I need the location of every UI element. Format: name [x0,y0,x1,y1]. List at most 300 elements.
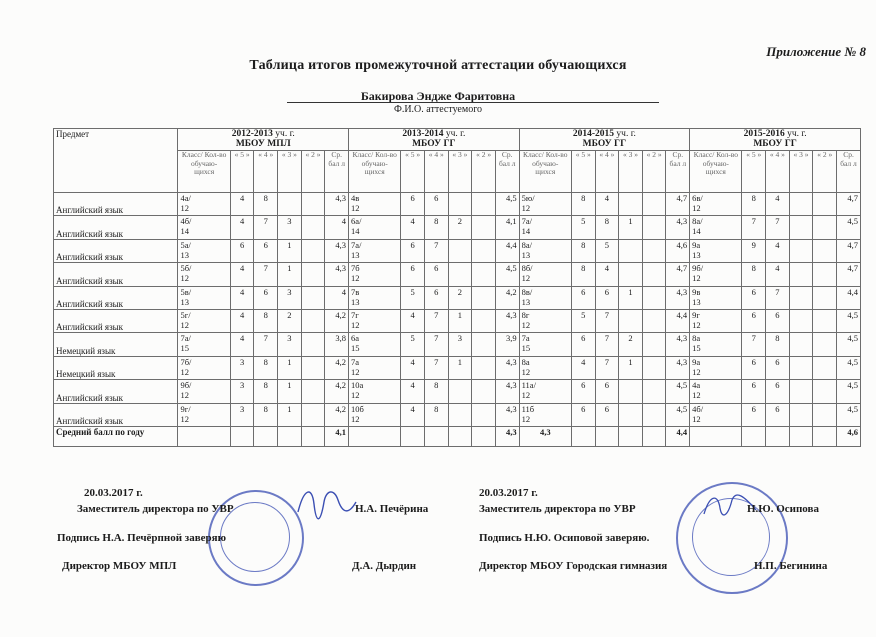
left-signature [290,482,360,532]
class-cell [349,286,401,309]
average-cell: 4 [325,286,349,309]
total-row [54,426,861,446]
grade-g5-cell: 8 [571,193,595,216]
subheader-grade2: « 2 » [301,151,325,193]
grade-g4-cell: 6 [254,239,278,262]
grade-g5-cell: 5 [571,309,595,332]
student-count: 12 [180,366,189,377]
grade-g5-cell: 4 [230,216,254,239]
grade-g3-cell: 1 [619,356,643,379]
class-cell [349,380,401,403]
grade-g3-cell [448,263,472,286]
grade-g3-cell: 2 [278,309,302,332]
student-count: 12 [521,319,531,330]
student-count: 12 [180,319,189,330]
subject-cell: Английский язык [54,193,178,216]
total-empty-cell [424,426,448,446]
grade-g3-cell: 3 [278,333,302,356]
average-cell: 4,7 [837,239,861,262]
grade-g2-cell [301,333,325,356]
total-empty-cell [766,426,790,446]
grade-g2-cell [472,193,496,216]
total-empty-cell [230,426,254,446]
grade-g5-cell: 9 [742,239,766,262]
subject-cell: Английский язык [54,263,178,286]
grade-g2-cell [813,263,837,286]
grade-g5-cell: 8 [571,263,595,286]
left-certify-text: Подпись Н.А. Печёрпной заверяю [57,532,227,544]
grade-g4-cell: 8 [766,333,790,356]
grade-g3-cell [789,239,813,262]
class-name: 4а/ [180,193,191,203]
class-cell [349,193,401,216]
grade-g4-cell: 8 [424,403,448,426]
subheader-grade4: « 4 » [766,151,790,193]
average-cell: 4,2 [495,286,519,309]
grade-g3-cell [448,193,472,216]
subheader-grade5: « 5 » [401,151,425,193]
grade-g2-cell [301,263,325,286]
student-count: 14 [521,226,531,237]
class-name: 7б/ [180,356,192,367]
year-label: 2013-2014 [402,129,444,139]
class-cell [690,286,742,309]
grade-g3-cell [789,216,813,239]
total-empty-cell [472,426,496,446]
class-cell [519,380,571,403]
grade-g5-cell: 5 [401,333,425,356]
subheader-grade4: « 4 » [424,151,448,193]
total-average: 4,4 [666,426,690,446]
grade-g4-cell: 8 [424,216,448,239]
class-name: 4а [692,380,701,391]
class-name: 7б [351,263,360,274]
grade-g3-cell [619,403,643,426]
grade-g5-cell: 4 [401,309,425,332]
class-cell [690,403,742,426]
grade-g5-cell: 3 [230,356,254,379]
average-cell: 4,3 [325,263,349,286]
average-cell: 4,1 [495,216,519,239]
grade-g3-cell [619,193,643,216]
student-count: 15 [692,343,701,354]
header-row-years [54,129,861,151]
left-director-title: Директор МБОУ МПЛ [62,560,177,572]
class-name: 6а [351,333,360,344]
total-average: 4,1 [325,426,349,446]
person-caption: Ф.И.О. аттестуемого [393,104,483,115]
grade-g4-cell: 7 [254,216,278,239]
class-cell [690,216,742,239]
table-row [54,380,861,403]
class-name: 7а/ [351,239,362,250]
average-cell: 4,4 [837,286,861,309]
student-count: 12 [351,319,360,330]
grade-g3-cell: 3 [278,216,302,239]
average-cell: 4,5 [495,193,519,216]
grade-g3-cell: 2 [448,216,472,239]
grade-g2-cell [472,380,496,403]
class-cell [690,333,742,356]
subheader-grade3: « 3 » [619,151,643,193]
document-title: Таблица итогов промежуточной аттестации обучающихся [249,58,627,73]
student-count: 14 [351,226,360,237]
grade-g5-cell: 6 [742,356,766,379]
year-suffix: уч. г. [445,129,466,139]
subheader-grade2: « 2 » [472,151,496,193]
class-name: 4в [351,193,360,203]
right-date: 20.03.2017 г. [479,487,538,499]
attestation-table [53,128,861,447]
grade-g5-cell: 5 [401,286,425,309]
class-cell [519,333,571,356]
table-row [54,216,861,239]
grade-g4-cell: 6 [595,380,619,403]
left-deputy-title: Заместитель директора по УВР [77,503,234,515]
class-cell [349,263,401,286]
class-name: 7а/ [521,216,532,227]
right-director-title: Директор МБОУ Городская гимназия [479,560,668,572]
average-cell: 4,3 [325,239,349,262]
grade-g4-cell: 8 [254,380,278,403]
average-cell: 4,3 [666,356,690,379]
grade-g2-cell [301,309,325,332]
grade-g4-cell: 4 [766,263,790,286]
grade-g2-cell [813,309,837,332]
total-empty-cell [254,426,278,446]
student-count: 15 [521,343,531,354]
appendix-label: Приложение № 8 [766,44,866,59]
subheader-grade3: « 3 » [448,151,472,193]
subheader-grade4: « 4 » [254,151,278,193]
class-cell [349,239,401,262]
student-count: 12 [692,203,701,213]
grade-g3-cell: 2 [619,333,643,356]
student-count: 13 [692,249,701,260]
class-cell [178,403,230,426]
class-name: 8а/ [692,216,703,227]
student-count: 12 [521,203,531,213]
grade-g4-cell: 4 [595,193,619,216]
grade-g3-cell [448,403,472,426]
class-cell [178,239,230,262]
grade-g4-cell: 8 [254,403,278,426]
grade-g2-cell [642,286,666,309]
table-row [54,239,861,262]
grade-g4-cell: 6 [595,286,619,309]
class-cell [178,286,230,309]
grade-g5-cell: 6 [230,239,254,262]
grade-g4-cell: 6 [424,193,448,216]
total-empty-cell [619,426,643,446]
grade-g3-cell [448,239,472,262]
grade-g3-cell [789,333,813,356]
grade-g2-cell [642,239,666,262]
student-count: 13 [351,249,360,260]
student-count: 12 [692,273,701,284]
class-cell [519,309,571,332]
grade-g4-cell: 7 [766,216,790,239]
class-name: 8а/ [521,239,532,250]
class-name: 5ю/ [521,193,535,203]
class-name: 5б/ [180,263,192,274]
grade-g2-cell [472,309,496,332]
student-count: 12 [521,366,531,377]
right-director-name: Н.П. Бегинина [754,560,828,572]
grade-g5-cell: 4 [401,380,425,403]
year-label: 2015-2016 [743,129,785,139]
subject-cell: Английский язык [54,286,178,309]
class-name: 5в/ [180,286,192,297]
subject-cell: Немецкий язык [54,356,178,379]
grade-g5-cell: 8 [742,263,766,286]
student-count: 13 [351,296,360,307]
school-label: МБОУ МПЛ [235,139,291,149]
grade-g3-cell [789,309,813,332]
average-cell: 3,8 [325,333,349,356]
grade-g4-cell: 6 [254,286,278,309]
average-cell: 4,4 [666,309,690,332]
student-count: 13 [521,296,531,307]
table-row [54,403,861,426]
grade-g3-cell: 1 [278,403,302,426]
class-name: 9а [692,239,701,250]
grade-g2-cell [813,356,837,379]
subheader-grade3: « 3 » [789,151,813,193]
name-underline [287,102,659,103]
grade-g4-cell: 7 [254,333,278,356]
class-cell [690,239,742,262]
student-count: 12 [521,413,531,424]
grade-g5-cell: 4 [230,333,254,356]
average-cell: 4,5 [837,216,861,239]
subject-cell: Английский язык [54,380,178,403]
grade-g4-cell: 6 [424,286,448,309]
total-empty-cell [278,426,302,446]
total-empty-cell [401,426,425,446]
subheader-grade5: « 5 » [742,151,766,193]
grade-g5-cell: 3 [230,403,254,426]
class-cell [519,216,571,239]
class-cell [690,263,742,286]
grade-g4-cell: 7 [595,309,619,332]
right-certify-text: Подпись Н.Ю. Осиповой заверяю. [479,532,650,544]
average-cell: 4,2 [325,356,349,379]
subheader-avg: Ср. бал л [666,151,690,193]
class-name: 7в [351,286,360,297]
grade-g4-cell: 8 [254,309,278,332]
class-name: 9г [692,309,700,320]
student-count: 15 [351,343,360,354]
average-cell: 4 [325,216,349,239]
grade-g5-cell: 4 [230,263,254,286]
grade-g2-cell [813,333,837,356]
grade-g5-cell: 4 [401,216,425,239]
student-count: 12 [180,273,189,284]
grade-g2-cell [642,403,666,426]
grade-g4-cell: 8 [595,216,619,239]
class-name: 6в/ [692,193,703,203]
table-row [54,263,861,286]
table-row [54,286,861,309]
class-name: 7а/ [180,333,191,344]
grade-g3-cell [789,263,813,286]
subject-header: Предмет [54,129,178,193]
average-cell: 4,7 [666,263,690,286]
student-count: 12 [180,203,189,213]
grade-g3-cell: 1 [448,356,472,379]
grade-g4-cell: 7 [424,356,448,379]
average-cell: 4,5 [666,380,690,403]
grade-g3-cell [789,286,813,309]
grade-g2-cell [813,239,837,262]
grade-g4-cell: 6 [595,403,619,426]
class-name: 8в/ [521,286,533,297]
grade-g4-cell: 7 [254,263,278,286]
grade-g5-cell: 4 [230,193,254,216]
student-count: 12 [351,413,360,424]
subject-cell: Английский язык [54,403,178,426]
grade-g4-cell: 6 [766,403,790,426]
class-name: 9а [692,356,701,367]
class-name: 7а [521,333,530,344]
school-label: МБОУ ГГ [412,139,456,149]
subheader-grade4: « 4 » [595,151,619,193]
average-cell: 4,7 [837,193,861,216]
average-cell: 4,2 [325,403,349,426]
average-cell: 4,3 [666,286,690,309]
grade-g4-cell: 4 [766,193,790,216]
table-row [54,333,861,356]
grade-g2-cell [472,239,496,262]
grade-g3-cell: 1 [278,356,302,379]
grade-g2-cell [301,239,325,262]
class-cell [349,333,401,356]
grade-g5-cell: 4 [230,309,254,332]
grade-g2-cell [642,193,666,216]
grade-g2-cell [642,309,666,332]
average-cell: 4,3 [666,216,690,239]
student-count: 13 [521,249,531,260]
subheader-grade3: « 3 » [278,151,302,193]
student-count: 12 [521,273,531,284]
grade-g5-cell: 6 [742,380,766,403]
subheader-grade2: « 2 » [813,151,837,193]
class-name: 8б/ [521,263,533,274]
student-count: 12 [692,413,701,424]
total-empty-cell [301,426,325,446]
total-empty-cell [448,426,472,446]
average-cell: 4,2 [325,309,349,332]
grade-g2-cell [472,263,496,286]
grade-g3-cell: 1 [619,286,643,309]
grade-g5-cell: 6 [401,193,425,216]
class-cell [690,356,742,379]
average-cell: 4,6 [666,239,690,262]
average-cell: 4,3 [495,380,519,403]
class-name: 4б/ [180,216,192,227]
grade-g5-cell: 3 [230,380,254,403]
student-count: 12 [692,319,701,330]
grade-g4-cell: 4 [766,239,790,262]
year-suffix: уч. г. [787,129,807,139]
grade-g3-cell: 1 [448,309,472,332]
class-cell [690,193,742,216]
grade-g2-cell [813,286,837,309]
grade-g2-cell [472,286,496,309]
class-name: 8г [521,309,530,320]
grade-g2-cell [301,403,325,426]
grade-g4-cell: 5 [595,239,619,262]
class-name: 5г/ [180,309,191,320]
class-cell [178,193,230,216]
left-deputy-name: Н.А. Печёрина [355,503,429,515]
class-name: 8а [521,356,530,367]
class-cell [349,216,401,239]
grade-g4-cell: 6 [766,356,790,379]
class-name: 11б [521,403,535,414]
class-name: 6а/ [351,216,362,227]
grade-g2-cell [642,216,666,239]
grade-g2-cell [642,380,666,403]
grade-g2-cell [301,380,325,403]
average-cell: 4,3 [666,333,690,356]
grade-g4-cell: 8 [254,193,278,216]
student-count: 12 [351,273,360,284]
total-average: 4,3 [495,426,519,446]
grade-g4-cell: 8 [424,380,448,403]
class-name: 10а [351,380,364,391]
grade-g5-cell: 7 [742,333,766,356]
grade-g4-cell: 7 [424,239,448,262]
student-count: 12 [521,390,531,401]
grade-g2-cell [642,333,666,356]
school-label: МБОУ ГГ [582,139,627,149]
subheader-class: Класс/ Кол-во обучаю- щихся [178,151,230,193]
table-row [54,193,861,216]
average-cell: 4,5 [837,333,861,356]
grade-g4-cell: 8 [254,356,278,379]
grade-g2-cell [813,193,837,216]
average-cell: 4,5 [837,403,861,426]
class-cell [349,403,401,426]
subject-cell: Немецкий язык [54,333,178,356]
subheader-grade5: « 5 » [230,151,254,193]
average-cell: 4,7 [666,193,690,216]
grade-g4-cell: 7 [595,333,619,356]
grade-g2-cell [642,356,666,379]
class-name: 9б/ [180,380,192,391]
student-count: 15 [180,343,189,354]
average-cell: 4,3 [495,403,519,426]
class-cell [178,216,230,239]
student-count: 12 [180,390,189,401]
grade-g3-cell [619,380,643,403]
grade-g2-cell [301,286,325,309]
grade-g3-cell: 2 [448,286,472,309]
class-name: 9б/ [692,263,704,274]
grade-g5-cell: 7 [742,216,766,239]
year-header [349,129,520,151]
total-extra-value: 4,3 [519,426,571,446]
grade-g5-cell: 4 [571,356,595,379]
average-cell: 4,5 [495,263,519,286]
total-empty-cell [571,426,595,446]
average-cell: 4,5 [666,403,690,426]
grade-g3-cell [619,309,643,332]
class-cell [690,380,742,403]
right-deputy-title: Заместитель директора по УВР [479,503,636,515]
